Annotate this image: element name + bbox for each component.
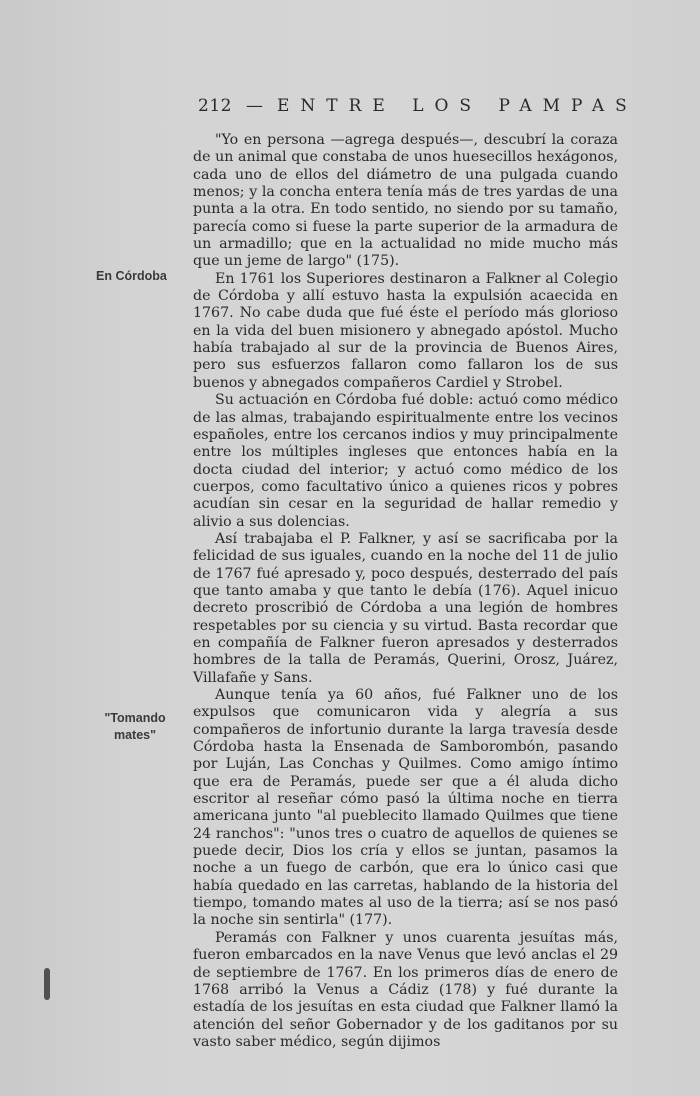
margin-note-en-cordoba: En Córdoba [96,269,167,283]
page-number: 212 [198,96,232,116]
header-dash: — [245,96,263,116]
paragraph: Así trabajaba el P. Falkner, y así se sacrificaba por la felicidad de sus iguales, cuando en la noche del 11 de julio de 1767 fué apresado y, poco después, desterrado del país que tanto amaba y que tanto le debía (176). Aquel inicuo decreto proscribió de Córdoba a una legión de hombres respetables por su ciencia y su virtud. Basta recordar que en compañía de Falkner fueron apresados y desterrados hombres de la talla de Peramás, Querini, Orosz, Juárez, Villafañe y Sans. [193,530,618,686]
paragraph: Aunque tenía ya 60 años, fué Falkner uno de los expulsos que comunicaron vida y alegría a sus compañeros de infortunio durante la larga travesía desde Córdoba hasta la Ensenada de Samborombón, pasando por Luján, Las Conchas y Quilmes. Como amigo íntimo que era de Peramás, puede ser que a él aluda dicho escritor al reseñar cómo pasó la última noche en tierra americana junto "al pueblecito llamado Quilmes que tiene 24 ranchos": "unos tres o cuatro de aquellos de quienes se puede decir, Dios los cría y ellos se juntan, pasamos la noche a un fuego de carbón, que era lo único casi que había quedado en las carretas, hablando de la historia del tiempo, tomando mates al uso de la tierra; así se nos pasó la noche sin sentirla" (177). [193,687,618,929]
running-title: ENTRE LOS PAMPAS [276,96,638,116]
ink-mark [44,968,50,1000]
paragraph: "Yo en persona —agrega después—, descubrí la coraza de un animal que constaba de unos huesecillos hexágonos, cada uno de ellos del diámetro de una pulgada cuando menos; y la concha entera tenía más de tres yardas de una punta a la otra. En todo sentido, no siendo por su tamaño, parecía como si fuese la parte superior de la armadura de un armadillo; que en la actualidad no mide mucho más que un jeme de largo" (175). [193,132,618,270]
paragraph: En 1761 los Superiores destinaron a Falkner al Colegio de Córdoba y allí estuvo hasta la expulsión acaecida en 1767. No cabe duda que fué éste el período más glorioso en la vida del buen misionero y abnegado apóstol. Mucho había trabajado al sur de la provincia de Buenos Aires, pero sus esfuerzos fallaron como fallaron los de sus buenos y abnegados compañeros Cardiel y Strobel. [193,270,618,391]
paragraph: Peramás con Falkner y unos cuarenta jesuítas más, fueron embarcados en la nave Venus que levó anclas el 29 de septiembre de 1767. En los primeros días de enero de 1768 arribó la Venus a Cádiz (178) y fué durante la estadía de los jesuítas en esta ciudad que Falkner llamó la atención del señor Gobernador y de los gaditanos por su vasto saber médico, según dijimos [193,929,618,1050]
paragraph: Su actuación en Córdoba fué doble: actuó como médico de las almas, trabajando espiritualmente entre los vecinos españoles, entre los cercanos indios y muy principalmente entre los múltiples ingleses que entonces había en la docta ciudad del interior; y actuó como médico de los cuerpos, como facultativo único a quienes ricos y pobres acudían sin cesar en la seguridad de hallar remedio y alivio a sus dolencias. [193,392,618,530]
body-text [193,132,618,1051]
margin-note-tomando-mates: "Tomando mates" [104,711,166,742]
running-header [198,96,638,116]
